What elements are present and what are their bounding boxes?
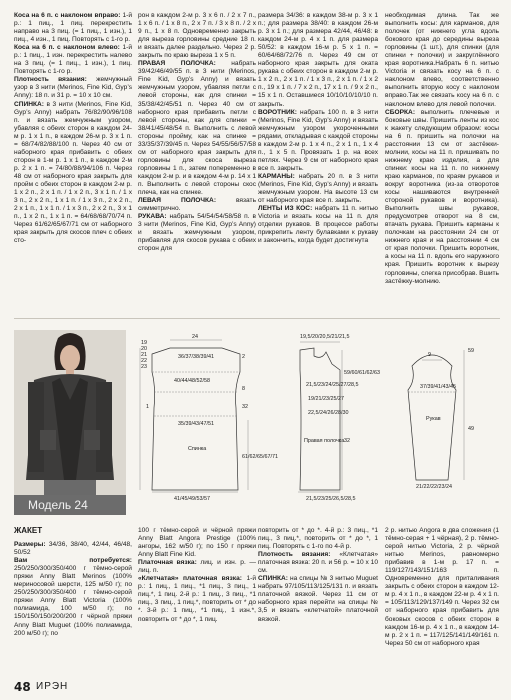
front-w3: 22,5/24/26/28/30 [308, 410, 349, 416]
section-title: ЖАКЕТ [14, 526, 43, 535]
body-text: набрать 20 п. в 3 нити (Merinos, Fine Kid, Gyp’s Anny) и вязать жемчужным узором. На высоте 13 см от наборного края все п. закрыть. [258, 172, 378, 205]
section-heading: ВОРОТНИК: [258, 108, 301, 116]
body-text: набрать 54/54/54/58/58 п. в 3 нити (Merinos, Fine Kid, Gyp’s Anny) и вязать жемчужным узором, прибавляя для скосов рукава с обеих сторон для [138, 213, 256, 253]
body-text: 1-й р.: 1 пиц., 1 пиц., *1 пиц., 3 пиц., 1 пиц.*, 1 пиц. 2-й р.: 1 пиц., 3 пиц., *1 пиц., 3 пиц., 1 пиц.*, повторить от * до *. 3-й р.: 1 пиц., *1 пиц., 1 изн.*, повторить от * до *, 1 пиц. [138, 575, 256, 623]
front-hem: 21,5/23/25/26,5/28,5 [306, 496, 356, 502]
body-text: 250/250/300/350/400 г тёмно-серой пряжи Anny Blatt Merinos (100% мериносовой шерсти, 125 м/50 г); по 250/250/300/350/400 г тёмно-серой пряжи Anny Blatt Victoria (100% полиамида, 100 м/50 г); по 150/150/150/200/200 г чёрной пряжи Anny Blatt Muguet (100% полиамида, 200 м/50 г); по [14, 565, 132, 637]
text-column-2 [138, 12, 256, 253]
armhole-h-4: 23 [141, 364, 147, 370]
back-shoulder-width: 36/37/38/39/41 [178, 354, 214, 360]
text-column-3 [258, 12, 378, 245]
sleeve-w: 37/39/41/43/45 [420, 384, 456, 390]
front-top: 19,5/20/20,5/21/21,5 [300, 334, 350, 340]
section-heading: «Клетчатая» платочная вязка: [138, 575, 247, 583]
body-text: лиц. и изн. р. — лиц. п. [138, 559, 256, 575]
bottom-column-4 [385, 527, 499, 648]
divider [14, 318, 500, 319]
back-chest: 40/44/48/52/58 [174, 378, 210, 384]
sleeve-h: 59 [468, 348, 474, 354]
back-shoulder-h: 2 [242, 354, 245, 360]
section-heading: Плотность вязания: [258, 551, 340, 559]
body-text: набрать 100 п. в 3 нити (Merinos, Fine Kid, Gyp’s Anny) и вязать жемчужным узором укороченными рядами, откладывая с каждой стороны в каждом 2-м р. 1 х 4 п., 2 х 1 п., 1 х 4 п., 1 х 5 п. Провязать 1 р. на всех петлях. Через 9 см от наборного края все п. закрыть. [258, 108, 378, 172]
front-neck-h: 59/60/61/62/63 [344, 370, 380, 376]
front-w1: 21,5/23/24/25/27/28,5 [306, 382, 359, 388]
sleeve-bottom: 21/22/22/23/24 [416, 484, 452, 490]
sleeve-depth: 49 [468, 426, 474, 432]
sleeve-schematic [408, 348, 474, 490]
body-text: рон в каждом 2-м р. 3 х 6 п. / 2 х 7 п., 1 х 6 п. / 1 х 8 п., 2 х 7 п. / 3 х 8 п. / 2 х 9 п., 1 х 8 п. Одновременно закрыть для выреза горловины средние 18 п. и вязать далее раздельно. Через 2 р. закрыть по краю выреза 1 х 5 п. [138, 12, 256, 60]
section-heading: Коса на 6 п. с наклоном влево: [14, 44, 123, 52]
back-schematic [140, 334, 278, 502]
bottom-column-1 [14, 527, 132, 638]
bottom-column-2 [138, 527, 256, 624]
model-photo [14, 330, 126, 515]
bottom-column-3 [258, 527, 378, 624]
back-waist: 35/39/43/47/51 [178, 421, 214, 427]
body-text: жемчужный узор в 3 нити (Merinos, Fine Kid, Gyp’s Anny): 18 п. и 31 р. = 10 х 10 см. [14, 76, 132, 100]
front-schematic [298, 334, 380, 502]
front-label: Правая полочка [304, 438, 345, 444]
text-column-4 [385, 12, 499, 286]
body-text: Так же связать косу на 6 п. с наклоном влево для левой полочки. [385, 92, 499, 108]
section-heading: Вам потребуется: [14, 557, 132, 565]
section-heading: ЛЕВАЯ ПОЛОЧКА: [138, 197, 236, 205]
back-side-height: 32 [242, 404, 248, 410]
back-hem: 41/45/49/53/57 [174, 496, 210, 502]
body-text: необходимая длина. Так же выполнить косы: для карманов, для полочек (от нижнего угла вдоль бокового края до середины выреза горловины (1 шт.), для спинки (для спинки + полочки) и закруглённого края воротника. [385, 12, 499, 68]
sleeve-label: Рукав [426, 416, 441, 422]
back-shoulder-drop: 1 [146, 404, 149, 410]
body-text: Набрать 6 п. нитью Victoria и связать косу на 6 п. с наклоном влево, соответственно выполнить вторую косу с наклоном вправо. [385, 60, 499, 100]
body-text: в 3 нити (Merinos, Fine Kid, Gyp’s Anny) набрать 76/82/90/96/108 п. и вязать жемчужным узором, убавляя с обеих сторон в каждом 24-м р. 1 х 1 п., в каждом 26-м р. 3 х 1 п. = 68/74/82/88/100 п. Через 40 см от наборного края прибавить с обеих сторон в 1-м р. 1 х 1 п., в каждом 2-м р. 2 х 1 п. = 74/80/88/94/106 п. Через 48 см от наборного края закрыть для пройм с обеих сторон в каждом 2-м р. 1 х 2 п., 2 х 1 п. / 1 х 2 п., 3 х 1 п. / 1 х 3 п., 2 х 2 п., 1 х 1 п. / 1 х 3 п., 2 х 2 п., 2 х 1 п., 1 х 1 п. / 1 х 3 п., 2 х 2 п., 3 х 1 п., 1 х 2 п., 1 х 1 п. = 64/68/68/70/74 п. Через 61/62/65/67/71 см от наборного края закрыть для скосов плеч с обеих сто- [14, 100, 132, 245]
front-side-h: 32 [344, 438, 350, 444]
armhole-h-0: 19 [141, 340, 147, 346]
page-number: 48 [14, 680, 31, 694]
text-column-1 [14, 12, 132, 245]
body-text: размера 34/36: в каждом 38-м р. 3 х 1 п.; для размера 38/40: в каждом 26-м р. 3 х 1 п.; для размера 42/44, 46/48: в каждом 24-м р. 4 х 1 п. для размера 50/52: в каждом 16-м р. 5 х 1 п. = 60/64/68/72/76 п. Через 49 см от наборного края закрыть для оката рукава с обеих сторон в каждом 2-м р. 1 х 2 п., 2 х 1 п. / 1 х 3 п., 2 х 1 п. / 1 х 2 п., 19 х 1 п. / 7 х 2 п., 17 х 1 п. / 9 х 2 п., 15 х 1 п. Оставшиеся 10/10/10/10/10 п. закрыть. [258, 12, 378, 108]
body-text: 2 р. нитью Angora в два сложения (1 тёмно-серая + 1 чёрная), 2 р. тёмно-серой нитью Victoria, 2 р. чёрной нитью Merinos, равномерно прибавив в 1-м р. 17 п. = 119/127/143/151/163 п. Одновременно для приталивания закрыть с обеих сторон в каждом 12-м р. 4 х 1 п., в каждом 22-м р. 4 х 1 п. = 105/113/129/137/149 п. Через 32 см от наборного края прибавить для боковых скосов с обеих сторон в каждом 16-м р. 4 х 1 п., в каждом 14-м р. 2 х 1 п. = 117/125/141/149/161 п. Через 50 см от наборного края [385, 527, 499, 647]
back-total-height: 61/62/65/67/71 [242, 454, 278, 460]
section-heading: Размеры: [14, 541, 49, 549]
body-text: вязать симметрично. [138, 197, 256, 213]
section-heading: СПИНКА: [14, 100, 47, 108]
section-heading: Коса на 6 п. с наклоном вправо: [14, 12, 123, 19]
body-text: повторить от * до *. 4-й р.: 3 пиц., *1 пиц., 3 пиц.*, повторить от * до *, 1 пиц. Повторять с 1-го по 4-й р. [258, 527, 378, 551]
section-heading: ПРАВАЯ ПОЛОЧКА: [138, 60, 232, 68]
body-text: набрать 39/42/46/49/55 п. в 3 нити (Merinos, Fine Kid, Gyp’s Anny) и вязать жемчужным узором, убавляя петли с левой стороны, как для спинки = 35/38/42/45/51 п. Через 40 см от наборного края прибавить петли с левой стороны, как для спинки = 38/41/45/48/54 п. Выполнить с левой стороны пройму, как на спинке = 33/35/37/39/45 п. Через 54/55/56/57/58 см от наборного края закрыть для горловины для скоса выреза горловины 1 п., затем попеременно в каждом 2-м р. и в каждом 4-м р. 14 х 1 п. Выполнить с левой стороны скос плеча, как на спинке. [138, 60, 256, 197]
pattern-diagram [130, 330, 500, 520]
armhole-h-1: 20 [141, 346, 147, 352]
model-label: Модель 24 [14, 495, 126, 515]
section-heading: Плотность вязания: [14, 76, 97, 84]
back-lower-h: 8 [242, 386, 245, 392]
body-text: набрать 11 п. нитью Victoria и вязать косы на 11 п. для отделки рукавов. В процессе работы прикрепить ленту булавками к рукаву и закончить, когда будет достигнута [258, 205, 379, 245]
section-heading: СБОРКА: [385, 108, 421, 116]
page-footer [14, 680, 494, 694]
magazine-name: ИРЭН [36, 681, 69, 692]
body-text: 1-й р.: 1 пиц., 1 изн. перекрестить налево на 3 пиц. (= 1 пиц., 1 изн.), 1 пиц. Повторять с 1-го р. [14, 44, 132, 76]
body-text: на спицы № 3 нитью Muguet набрать 97/105/113/125/131 п. и вязать платочной вязкой. Через 11 см от наборного края перейти на спицы № 3,5 и вязать «клетчатой» платочной вязкой. [258, 575, 378, 623]
section-heading: Платочная вязка: [138, 559, 201, 567]
back-top-width: 24 [192, 334, 198, 340]
section-heading: РУКАВА: [138, 213, 170, 221]
body-text: 1-й р.: 1 пиц., 1 пиц. перекрестить направо на 3 пиц. (= 1 пиц., 1 изн.), 1 пиц., 4 изн., 1 пиц. Повторять с 1-го р. [14, 12, 132, 44]
sleeve-top: 9 [428, 352, 431, 358]
section-heading: СПИНКА: [258, 575, 290, 583]
armhole-h-2: 21 [141, 352, 147, 358]
body-text: «Клетчатая» платочная вязка: 20 п. и 56 р. = 10 х 10 см. [258, 551, 378, 575]
armhole-h-3: 22 [141, 358, 147, 364]
section-heading: КАРМАНЫ: [258, 172, 299, 180]
section-heading: ЛЕНТЫ ИЗ КОС: [258, 205, 315, 213]
back-label: Спинка [188, 446, 207, 452]
model-illustration [14, 330, 126, 515]
body-text: выполнить плечевые и боковые швы. Пришить ленты из кос к жакету следующим образом: косы на 6 п. пришить на полочки на расстоянии 13 см от застёжки-молнии, косы на 11 п. пришивать по нижнему краю изделия, а для спинки: косы на 11 п. по нижнему краю карманов, по краям рукавов и вокруг воротника (из-за отворотов косы нашиваются внутренней стороной рукавов и воротника). Выполнить швы рукавов, предусмотрев отворот на 8 см, втачать рукава. Пришить карманы к полочкам на расстоянии 24 см от нижнего края и на расстоянии 4 см от края полочки. Пришить воротник, а косы на 11 п. вдоль его наружного края. Пришить воротник к вырезу горловины, слегка присобрав. Вшить застёжку-молнию. [385, 108, 500, 285]
body-text: 100 г тёмно-серой и чёрной пряжи Anny Blatt Angora Prestige (100% ангоры, 162 м/50 г); по 150 г пряжи Anny Blatt Fine Kid. [138, 527, 256, 559]
body-text: 34/36, 38/40, 42/44, 46/48, 50/52 [14, 541, 133, 557]
front-w2: 19/21/23/25/27 [308, 396, 344, 402]
